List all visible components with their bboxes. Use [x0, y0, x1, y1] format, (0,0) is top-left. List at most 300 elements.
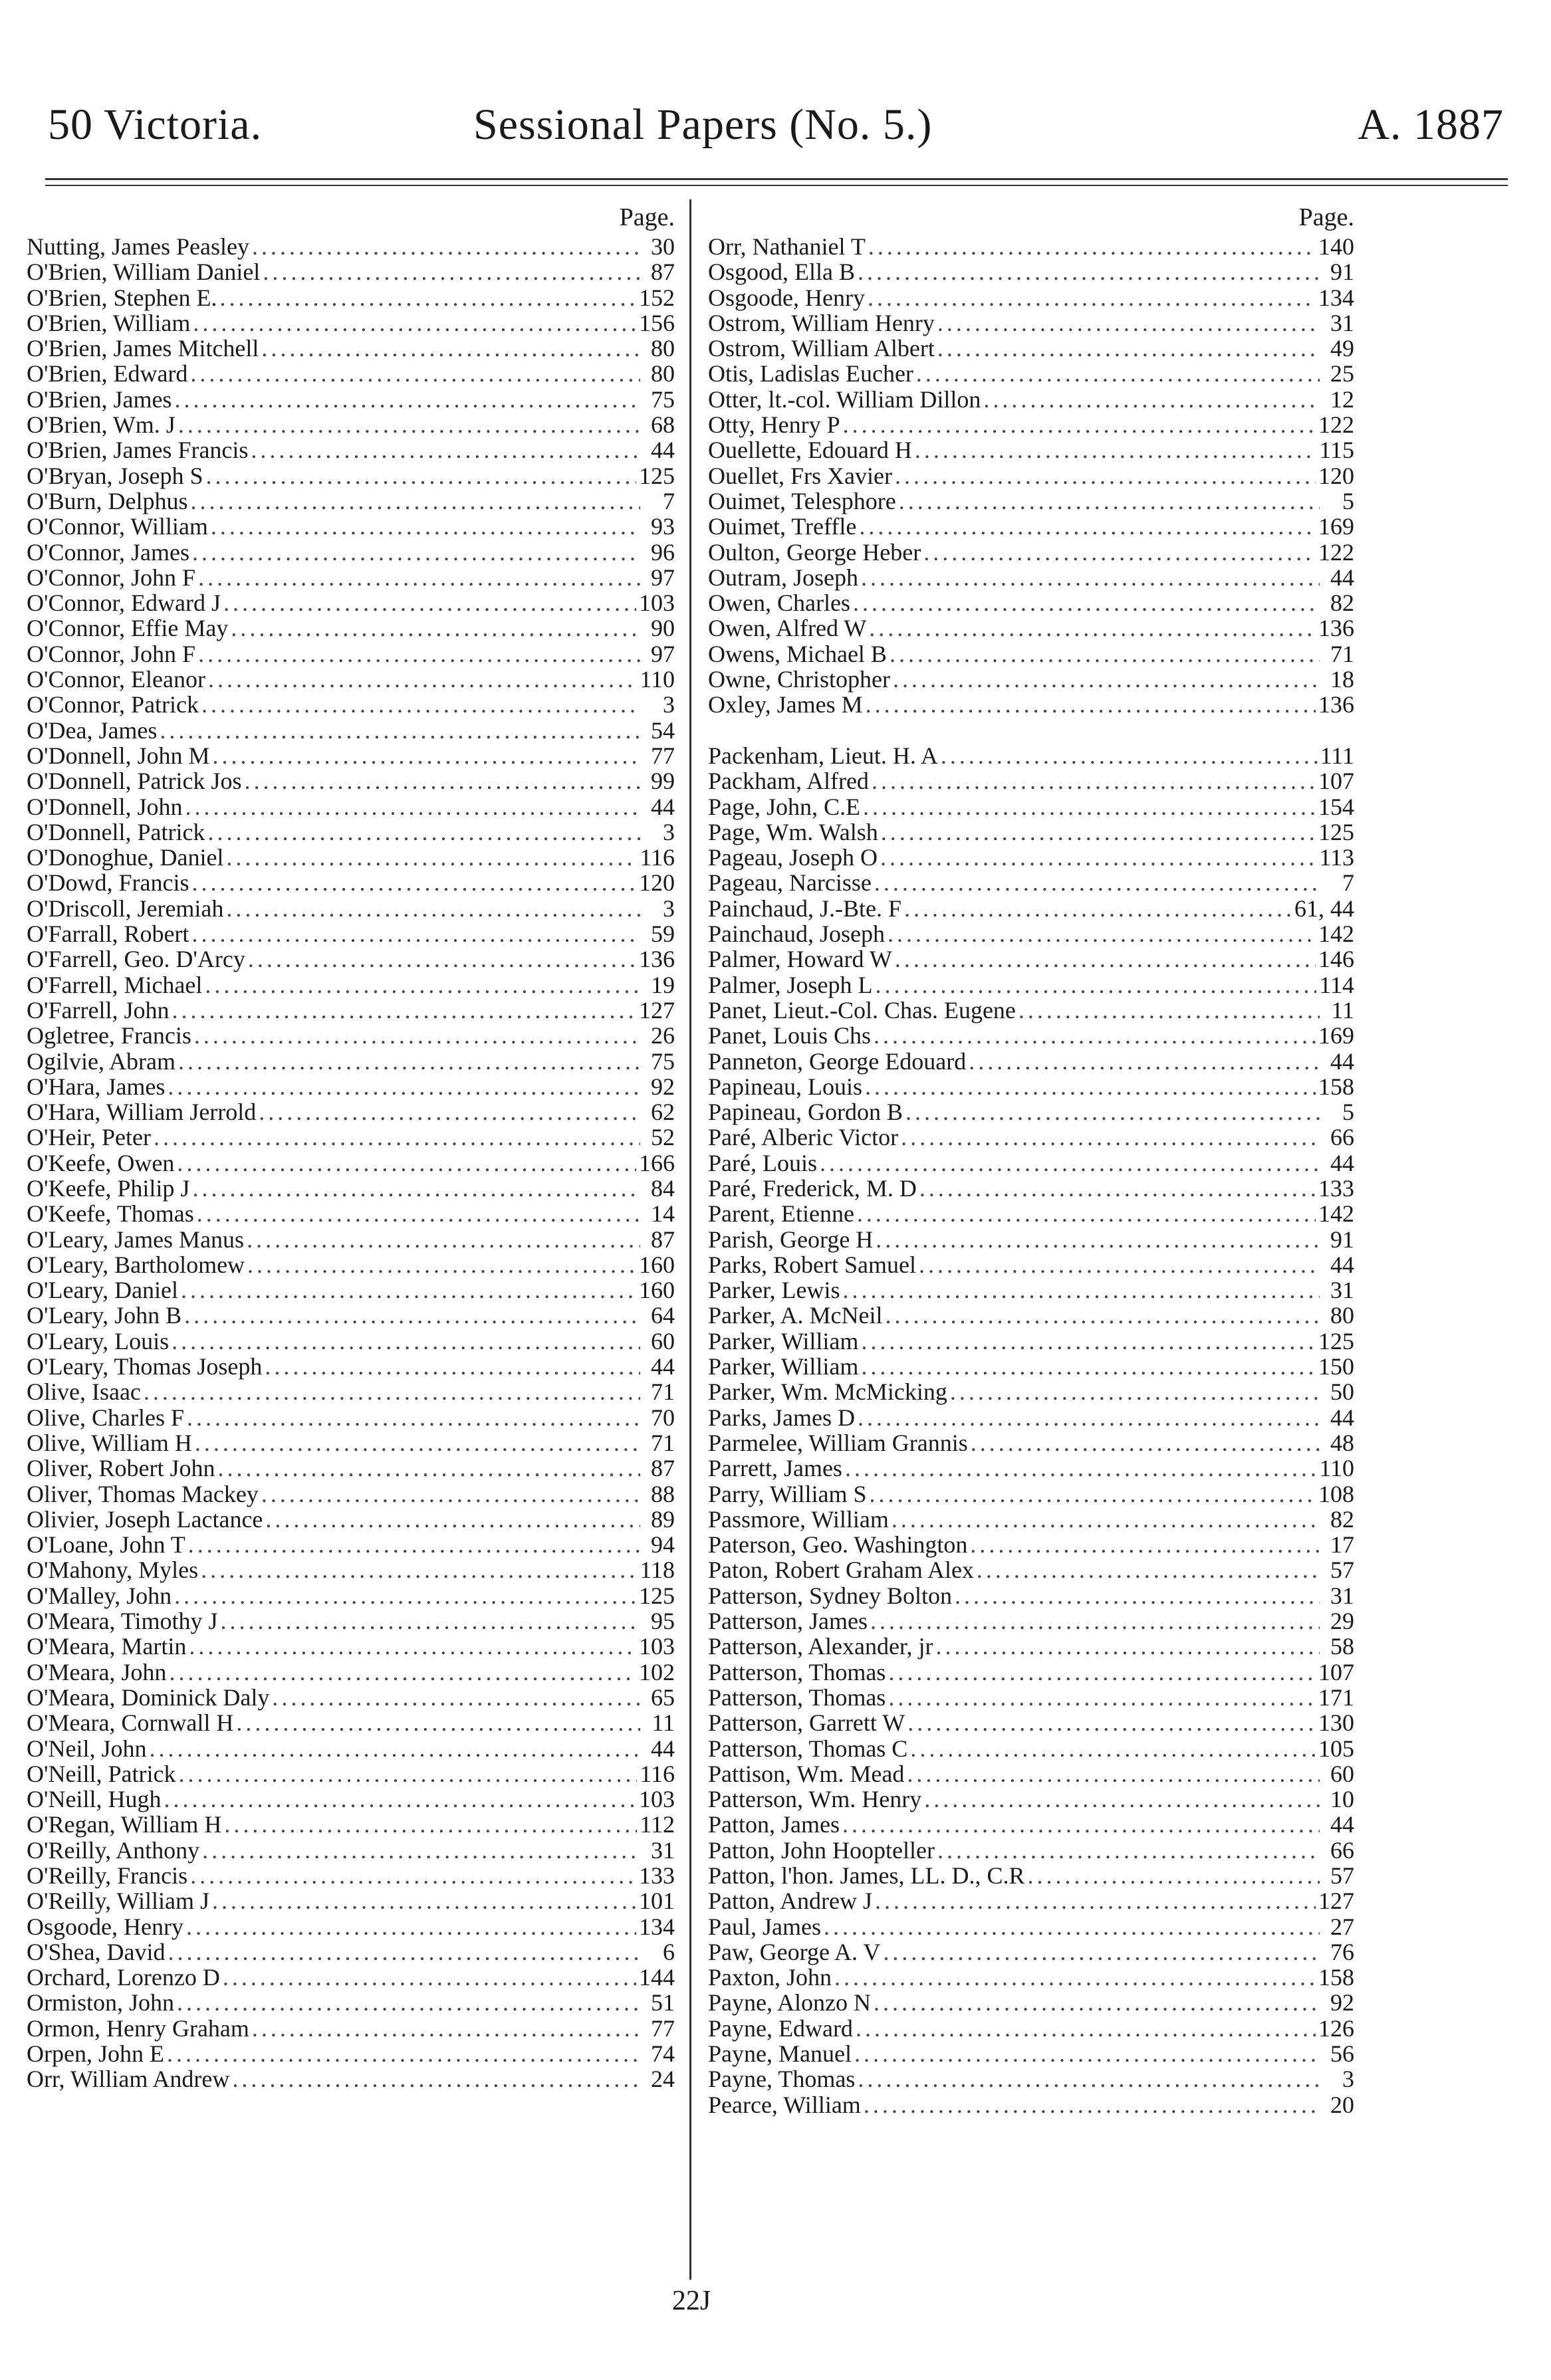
dot-leader: [937, 310, 1320, 336]
entry-page: 125: [1318, 1327, 1354, 1354]
entry-name: O'Connor, John F: [27, 564, 196, 591]
index-entry: [708, 692, 1354, 717]
dot-leader: [876, 972, 1317, 998]
entry-name: Oxley, James M: [708, 691, 863, 718]
dot-leader: [168, 1939, 640, 1965]
entry-page: 134: [1318, 284, 1354, 311]
entry-name: O'Neill, Hugh: [27, 1786, 162, 1813]
index-entry: [27, 896, 675, 921]
index-entry: [708, 1914, 1354, 1939]
index-entry: [27, 1634, 675, 1659]
entry-name: O'Farrall, Robert: [27, 920, 189, 948]
entry-page: 44: [1330, 1149, 1354, 1176]
entry-page: 61, 44: [1294, 895, 1354, 922]
dot-leader: [184, 1303, 640, 1328]
index-entry: [708, 1532, 1354, 1557]
dot-leader: [870, 1608, 1320, 1634]
entry-page: 14: [651, 1200, 675, 1228]
entry-name: Patterson, James: [708, 1608, 868, 1635]
index-entry: [708, 590, 1354, 615]
dot-leader: [892, 1507, 1320, 1532]
entry-name: O'Mahony, Myles: [27, 1557, 199, 1584]
dot-leader: [924, 1786, 1320, 1812]
entry-page: 133: [639, 1862, 675, 1889]
entry-name: O'Meara, Cornwall H: [27, 1709, 234, 1737]
entry-page: 110: [640, 666, 675, 693]
dot-leader: [189, 1634, 636, 1659]
index-entry: [27, 1685, 675, 1710]
dot-leader: [886, 1303, 1320, 1328]
dot-leader: [919, 1176, 1316, 1201]
index-entry: [708, 1405, 1354, 1430]
entry-name: Pearce, William: [708, 2091, 861, 2118]
dot-leader: [177, 1990, 640, 2015]
dot-leader: [226, 845, 637, 870]
index-entry: [708, 1481, 1354, 1507]
dot-leader: [160, 718, 640, 743]
entry-page: 44: [1330, 1251, 1354, 1278]
dot-leader: [187, 1405, 640, 1430]
entry-name: Painchaud, J.-Bte. F: [708, 895, 901, 922]
entry-page: 158: [1318, 1073, 1354, 1100]
dot-leader: [858, 259, 1320, 284]
index-entry: [27, 692, 675, 717]
column-divider: [689, 199, 691, 2280]
index-entry: [27, 1049, 675, 1074]
dot-leader: [265, 1354, 640, 1379]
dot-leader: [937, 1838, 1320, 1863]
dot-leader: [221, 1608, 640, 1634]
entry-name: O'Connor, William: [27, 513, 208, 540]
entry-name: Passmore, William: [708, 1505, 889, 1533]
index-entry: [708, 1863, 1354, 1888]
page-number: 22J: [671, 2286, 711, 2316]
entry-page: 107: [1318, 1658, 1354, 1685]
entry-name: Parker, A. McNeil: [708, 1302, 883, 1329]
entry-name: O'Bryan, Joseph S: [27, 462, 203, 489]
entry-name: Palmer, Joseph L: [708, 971, 873, 998]
entry-name: O'Leary, James Manus: [27, 1226, 245, 1253]
entry-name: Ogilvie, Abram: [27, 1047, 176, 1075]
entry-page: 118: [640, 1557, 675, 1584]
index-entry: [708, 2092, 1354, 2117]
entry-page: 97: [651, 564, 675, 591]
entry-name: O'Brien, James Francis: [27, 437, 249, 464]
entry-page: 134: [639, 1913, 675, 1940]
dot-leader: [261, 1481, 640, 1507]
entry-page: 94: [651, 1531, 675, 1559]
entry-page: 27: [1330, 1913, 1354, 1940]
index-entry: [708, 1990, 1354, 2015]
entry-page: 87: [651, 259, 675, 286]
entry-name: Parry, William S: [708, 1480, 867, 1507]
entry-name: O'Connor, Edward J: [27, 590, 221, 617]
entry-page: 169: [1318, 513, 1354, 540]
entry-name: Paton, Robert Graham Alex: [708, 1557, 974, 1584]
entry-name: Payne, Manuel: [708, 2040, 852, 2068]
entry-page: 44: [651, 437, 675, 464]
dot-leader: [881, 819, 1316, 845]
entry-name: Ouimet, Treffle: [708, 513, 857, 540]
entry-page: 64: [651, 1302, 675, 1329]
dot-leader: [186, 1914, 636, 1939]
dot-leader: [192, 540, 640, 565]
entry-name: O'Farrell, Michael: [27, 971, 203, 998]
entry-page: 7: [663, 487, 675, 514]
index-entry: [708, 1277, 1354, 1303]
index-entry: [708, 1049, 1354, 1074]
dot-leader: [211, 514, 640, 539]
index-entry: [27, 1914, 675, 1939]
dot-leader: [167, 2041, 640, 2066]
entry-page: 76: [1330, 1938, 1354, 1965]
entry-name: Outram, Joseph: [708, 564, 858, 591]
dot-leader: [261, 336, 640, 361]
entry-name: Orpen, John E: [27, 2040, 164, 2068]
index-entry: [27, 1074, 675, 1099]
index-entry: [708, 1023, 1354, 1048]
dot-leader: [231, 615, 640, 641]
index-entry: [27, 590, 675, 615]
entry-page: 166: [639, 1149, 675, 1176]
entry-name: Orr, Nathaniel T: [708, 233, 866, 260]
entry-page: 57: [1330, 1862, 1354, 1889]
entry-page: 5: [1342, 487, 1354, 514]
entry-page: 92: [1330, 1989, 1354, 2016]
entry-name: O'Farrell, John: [27, 996, 170, 1024]
index-entry: [27, 1481, 675, 1507]
index-entry: [27, 259, 675, 284]
dot-leader: [208, 667, 637, 692]
index-entry: [27, 615, 675, 641]
index-entry: [708, 412, 1354, 437]
index-entry: [708, 234, 1354, 259]
index-entry: [708, 946, 1354, 972]
dot-leader: [191, 870, 636, 895]
entry-page: 71: [1330, 640, 1354, 667]
index-entry: [27, 1125, 675, 1150]
index-entry: [708, 1812, 1354, 1837]
index-entry: [708, 2041, 1354, 2066]
dot-leader: [824, 1914, 1320, 1939]
entry-name: O'Connor, Patrick: [27, 691, 199, 718]
index-entry: [27, 1303, 675, 1328]
entry-page: 136: [639, 946, 675, 973]
dot-leader: [977, 1557, 1320, 1582]
entry-name: O'Shea, David: [27, 1938, 166, 1965]
entry-page: 44: [651, 793, 675, 820]
entry-page: 18: [1330, 666, 1354, 693]
entry-page: 82: [1330, 1505, 1354, 1533]
entry-name: O'Leary, Thomas Joseph: [27, 1353, 263, 1380]
index-entry: [708, 1099, 1354, 1125]
entry-page: 107: [1318, 768, 1354, 795]
entry-page: 110: [1319, 1455, 1354, 1482]
entry-page: 150: [1318, 1353, 1354, 1380]
entry-name: Payne, Alonzo N: [708, 1989, 871, 2016]
index-column-right: [708, 201, 1354, 2117]
entry-page: 95: [651, 1608, 675, 1635]
entry-page: 122: [1318, 538, 1354, 566]
dot-leader: [201, 1557, 637, 1582]
index-entry: [27, 1736, 675, 1761]
index-entry: [708, 463, 1354, 488]
index-entry: [27, 463, 675, 488]
index-entry: [27, 540, 675, 565]
entry-name: Paterson, Geo. Washington: [708, 1531, 968, 1559]
index-entry: [27, 1176, 675, 1201]
dot-leader: [904, 896, 1292, 921]
entry-name: O'Malley, John: [27, 1582, 172, 1609]
entry-name: O'Reilly, Francis: [27, 1862, 188, 1889]
entry-name: O'Hara, James: [27, 1073, 166, 1100]
dot-leader: [172, 1329, 640, 1354]
index-entry: [708, 1201, 1354, 1226]
index-entry: [27, 1761, 675, 1786]
entry-name: O'Brien, Wm. J: [27, 411, 176, 439]
entry-page: 133: [1318, 1174, 1354, 1202]
entry-name: Ogletree, Francis: [27, 1022, 191, 1049]
entry-page: 77: [651, 2014, 675, 2042]
entry-page: 120: [1318, 462, 1354, 489]
entry-page: 80: [1330, 1302, 1354, 1329]
entry-name: O'Meara, Martin: [27, 1633, 187, 1660]
dot-leader: [888, 1685, 1316, 1710]
entry-page: 88: [651, 1480, 675, 1507]
entry-page: 20: [1330, 2091, 1354, 2118]
entry-name: Painchaud, Joseph: [708, 920, 885, 948]
entry-list: [27, 234, 675, 2092]
entry-page: 30: [651, 233, 675, 260]
dot-leader: [219, 285, 636, 310]
dot-leader: [865, 1074, 1316, 1099]
index-entry: [27, 1507, 675, 1532]
entry-page: 26: [651, 1022, 675, 1049]
dot-leader: [172, 998, 636, 1023]
index-entry: [708, 667, 1354, 692]
entry-page: 5: [1342, 1099, 1354, 1126]
index-entry: [708, 768, 1354, 794]
dot-leader: [197, 1201, 640, 1226]
dot-leader: [858, 1405, 1320, 1430]
entry-page: 59: [651, 920, 675, 948]
entry-page: 125: [639, 1582, 675, 1609]
index-entry: [708, 361, 1354, 386]
dot-leader: [861, 565, 1320, 590]
entry-name: O'Burn, Delphus: [27, 487, 188, 514]
index-entry: [27, 1608, 675, 1634]
entry-name: Olive, Charles F: [27, 1404, 184, 1431]
entry-page: 108: [1318, 1480, 1354, 1507]
index-entry: [708, 845, 1354, 870]
entry-name: Paul, James: [708, 1913, 821, 1940]
entry-name: O'Brien, James Mitchell: [27, 335, 259, 362]
dot-leader: [950, 1379, 1320, 1404]
index-entry: [708, 285, 1354, 310]
index-entry: [27, 718, 675, 743]
entry-page: 11: [1331, 996, 1354, 1024]
dot-leader: [983, 387, 1320, 412]
entry-page: 125: [1318, 818, 1354, 845]
dot-leader: [857, 1201, 1316, 1226]
dot-leader: [916, 361, 1320, 386]
dot-leader: [251, 437, 640, 463]
dot-leader: [854, 2041, 1320, 2066]
dot-leader: [178, 1049, 640, 1074]
header-rule-thin: [45, 185, 1508, 186]
entry-name: O'Keefe, Owen: [27, 1149, 175, 1176]
entry-name: Ostrom, William Henry: [708, 309, 935, 336]
dot-leader: [872, 768, 1316, 794]
entry-page: 57: [1330, 1557, 1354, 1584]
entry-name: Osgoode, Henry: [27, 1913, 183, 1940]
index-entry: [708, 1685, 1354, 1710]
entry-page: 116: [640, 1760, 675, 1787]
entry-name: Ormiston, John: [27, 1989, 175, 2016]
entry-name: Ormon, Henry Graham: [27, 2014, 249, 2042]
index-entry: [708, 1252, 1354, 1277]
entry-name: Osgoode, Henry: [708, 284, 865, 311]
entry-page: 115: [1319, 437, 1354, 464]
dot-leader: [223, 590, 636, 615]
index-entry: [708, 1557, 1354, 1582]
dot-leader: [218, 1456, 640, 1481]
entry-page: 158: [1318, 1964, 1354, 1991]
dot-leader: [901, 1125, 1320, 1150]
index-entry: [708, 1965, 1354, 1990]
entry-page: 116: [640, 844, 675, 871]
index-entry: [27, 1277, 675, 1303]
entry-page: 84: [651, 1174, 675, 1202]
entry-page: 136: [1318, 615, 1354, 642]
index-entry: [27, 641, 675, 667]
entry-name: O'Donnell, Patrick: [27, 818, 205, 845]
dot-leader: [263, 259, 640, 284]
dot-leader: [969, 1049, 1320, 1074]
entry-page: 169: [1318, 1022, 1354, 1049]
entry-name: Patterson, Thomas C: [708, 1735, 908, 1762]
index-entry: [27, 1023, 675, 1048]
index-entry: [27, 437, 675, 463]
index-entry: [708, 1456, 1354, 1481]
entry-page: 7: [1342, 869, 1354, 897]
entry-name: Olive, William H: [27, 1429, 192, 1456]
dot-leader: [876, 1227, 1320, 1252]
index-entry: [708, 1710, 1354, 1735]
header-title: Sessional Papers (No. 5.): [473, 100, 933, 149]
dot-leader: [899, 488, 1320, 514]
dot-leader: [859, 514, 1316, 539]
index-entry: [708, 2066, 1354, 2092]
dot-leader: [1018, 998, 1320, 1023]
dot-leader: [875, 1888, 1316, 1913]
dot-leader: [177, 1150, 636, 1176]
entry-name: Paré, Louis: [708, 1149, 817, 1176]
dot-leader: [252, 2016, 640, 2041]
entry-name: O'Farrell, Geo. D'Arcy: [27, 946, 245, 973]
entry-name: O'Meara, Dominick Daly: [27, 1683, 270, 1711]
entry-page: 31: [651, 1836, 675, 1864]
index-entry: [708, 998, 1354, 1023]
entry-page: 44: [1330, 1047, 1354, 1075]
dot-leader: [919, 1252, 1320, 1277]
entry-page: 60: [1330, 1760, 1354, 1787]
entry-page: 31: [1330, 309, 1354, 336]
dot-leader: [181, 1277, 636, 1303]
entry-name: O'Brien, Stephen E.: [27, 284, 217, 311]
index-entry: [27, 310, 675, 336]
entry-name: Olive, Isaac: [27, 1378, 141, 1406]
entry-name: Ouellet, Frs Xavier: [708, 462, 892, 489]
entry-page: 89: [651, 1505, 675, 1533]
entry-page: 44: [651, 1353, 675, 1380]
entry-name: O'Hara, William Jerrold: [27, 1099, 257, 1126]
index-entry: [708, 641, 1354, 667]
index-entry: [27, 565, 675, 590]
entry-name: O'Neil, John: [27, 1735, 147, 1762]
entry-name: O'Leary, Bartholomew: [27, 1251, 245, 1278]
index-entry: [27, 1863, 675, 1888]
entry-page: 17: [1330, 1531, 1354, 1559]
dot-leader: [890, 641, 1320, 667]
entry-page: 87: [651, 1455, 675, 1482]
index-entry: [708, 896, 1354, 921]
dot-leader: [201, 692, 640, 717]
index-entry: [708, 1150, 1354, 1176]
dot-leader: [224, 1812, 637, 1837]
dot-leader: [923, 540, 1316, 565]
dot-leader: [205, 972, 640, 998]
index-entry: [27, 1965, 675, 1990]
dot-leader: [888, 1660, 1316, 1685]
entry-page: 74: [651, 2040, 675, 2068]
index-entry: [708, 1939, 1354, 1965]
entry-page: 75: [651, 385, 675, 413]
index-entry: [27, 1150, 675, 1176]
entry-page: 66: [1330, 1124, 1354, 1151]
entry-page: 103: [639, 1786, 675, 1813]
dot-leader: [236, 1710, 640, 1735]
entry-name: O'Brien, James: [27, 385, 172, 413]
entry-page: 99: [651, 768, 675, 795]
entry-page: 156: [639, 309, 675, 336]
index-entry: [708, 1838, 1354, 1863]
index-entry: [708, 615, 1354, 641]
entry-page: 62: [651, 1099, 675, 1126]
index-entry: [27, 1557, 675, 1582]
entry-page: 127: [639, 996, 675, 1024]
entry-name: Parent, Etienne: [708, 1200, 854, 1228]
dot-leader: [188, 1532, 640, 1557]
index-entry: [27, 285, 675, 310]
entry-name: Packham, Alfred: [708, 768, 869, 795]
index-entry: [708, 819, 1354, 845]
index-entry: [27, 488, 675, 514]
entry-page: 136: [1318, 691, 1354, 718]
entry-name: Panet, Louis Chs: [708, 1022, 872, 1049]
entry-name: Otis, Ladislas Eucher: [708, 360, 913, 387]
entry-page: 91: [1330, 1226, 1354, 1253]
dot-leader: [252, 234, 640, 259]
dot-leader: [223, 1965, 636, 1990]
entry-page: 54: [651, 716, 675, 744]
dot-leader: [144, 1379, 640, 1404]
index-entry: [27, 1329, 675, 1354]
entry-name: Palmer, Howard W: [708, 946, 892, 973]
index-entry: [27, 1201, 675, 1226]
entry-page: 3: [663, 691, 675, 718]
entry-name: Owens, Michael B: [708, 640, 887, 667]
